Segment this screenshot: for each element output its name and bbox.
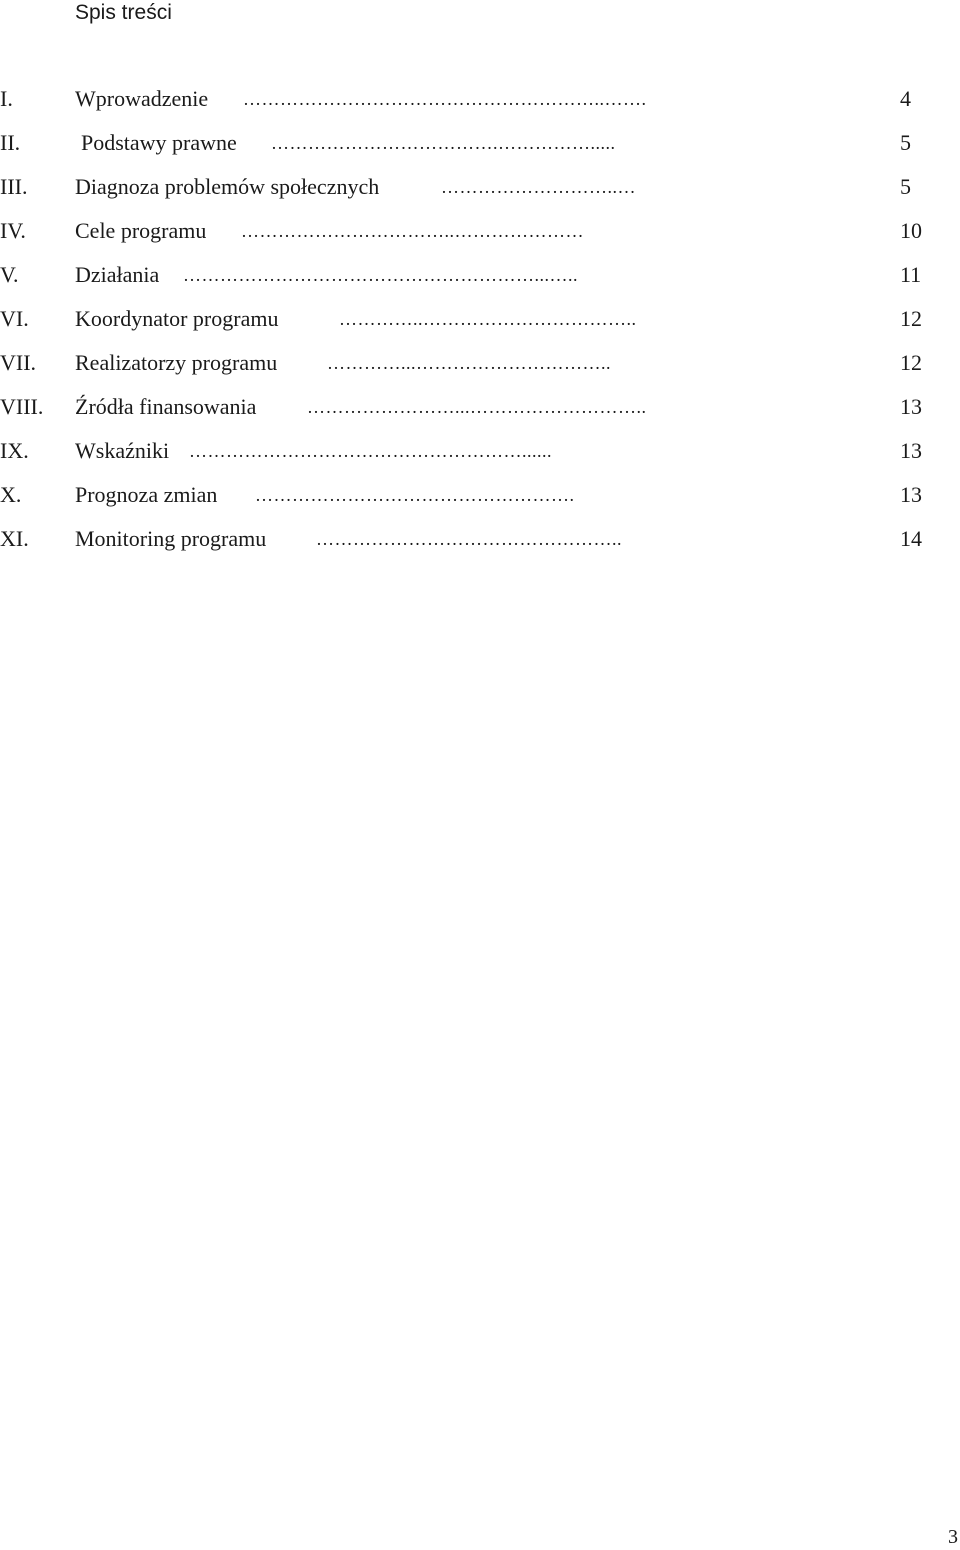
toc-entry-page: 13: [900, 438, 922, 463]
toc-entry-page: 10: [900, 218, 922, 243]
toc-entry-title: Prognoza zmian: [75, 482, 218, 507]
toc-entry-number: VIII.: [0, 394, 44, 419]
toc-entry-title: Koordynator programu: [75, 306, 279, 331]
toc-entry-number: VII.: [0, 350, 37, 375]
toc-entry-page: 12: [900, 350, 922, 375]
toc-entry-leader: …………...…………………………..: [327, 353, 611, 373]
toc-entry-number: II.: [0, 130, 21, 155]
toc-entry-number: III.: [0, 174, 28, 199]
toc-entry-leader: ……………………………….…………….....: [271, 133, 616, 153]
toc-entry-page: 12: [900, 306, 922, 331]
toc-entry-number: XI.: [0, 526, 29, 551]
toc-entry-title: Działania: [75, 262, 160, 287]
toc-title: Spis treści: [75, 1, 172, 24]
toc-entry-title: Wskaźniki: [75, 438, 170, 463]
toc-entry-page: 4: [900, 86, 911, 111]
toc-entry-page: 13: [900, 394, 922, 419]
toc-entry-page: 13: [900, 482, 922, 507]
toc-entry-number: X.: [0, 482, 22, 507]
toc-entry-leader: …………..……………………………..: [339, 309, 637, 329]
toc-entry-number: VI.: [0, 306, 29, 331]
toc-entry-leader: …………………………………………………...…..: [183, 265, 578, 285]
toc-entry-number: V.: [0, 262, 19, 287]
toc-entry-leader: ……………………...………………………..: [307, 397, 647, 417]
toc-entry-leader: ……………………………..…………………: [241, 221, 584, 241]
toc-entry-page: 5: [900, 130, 911, 155]
page-number: 3: [948, 1526, 958, 1548]
toc-entry-page: 14: [900, 526, 922, 551]
toc-entry-title: Realizatorzy programu: [75, 350, 278, 375]
toc-entry-leader: ………………………..…: [441, 177, 636, 197]
toc-entry-page: 11: [900, 262, 922, 287]
toc-entry-page: 5: [900, 174, 911, 199]
toc-entry-number: IV.: [0, 218, 26, 243]
toc-entry-title: Diagnoza problemów społecznych: [75, 174, 380, 199]
toc-entry-leader: …………………………………………..: [316, 529, 622, 549]
toc-entry-leader: …………………………………………………..…….: [243, 89, 647, 109]
toc-entry-title: Cele programu: [75, 218, 207, 243]
toc-entry-title: Wprowadzenie: [75, 86, 209, 111]
toc-entry-leader: …………………………………………….: [255, 485, 575, 505]
toc-entry-title: Źródła finansowania: [75, 394, 257, 419]
toc-entry-title: Monitoring programu: [75, 526, 267, 551]
toc-entry-title: Podstawy prawne: [81, 130, 237, 155]
toc-entry-number: I.: [0, 86, 13, 111]
toc-entry-number: IX.: [0, 438, 29, 463]
toc-entry-leader: ………………………………………………......: [189, 441, 552, 461]
